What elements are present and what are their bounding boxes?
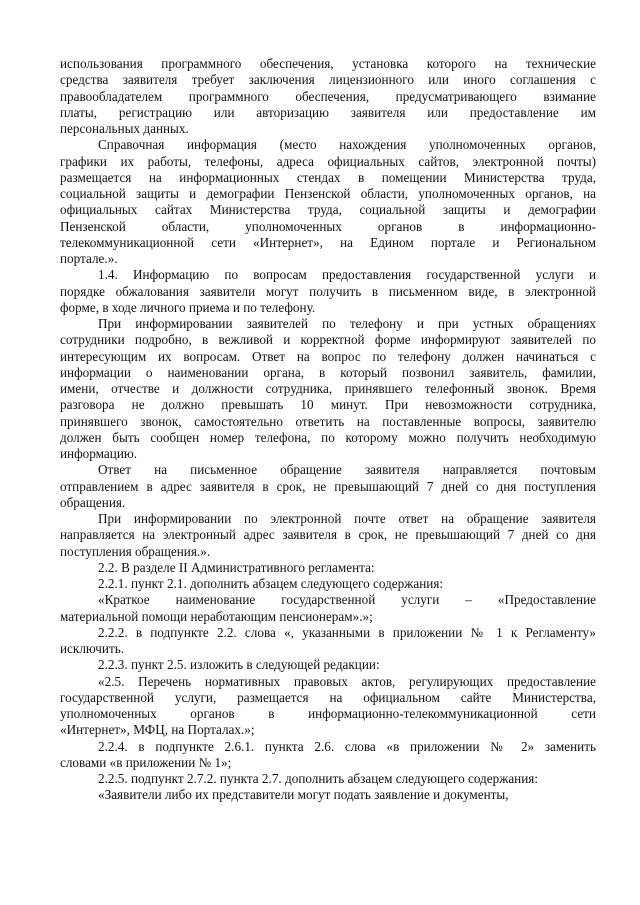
text-line: размещается на информационных стендах в помещении Министерства труда, — [60, 169, 596, 185]
text-line: платы, регистрацию или авторизацию заявителя или предоставление им — [60, 104, 596, 120]
text-line: должен быть сообщен номер телефона, по которому можно получить необходимую — [60, 429, 596, 445]
text-line: Справочная информация (место нахождения уполномоченных органов, — [98, 137, 596, 153]
text-line: поступления обращения.». — [60, 543, 211, 559]
text-line: интересующим их вопросам. Ответ на вопрос по телефону должен начинаться с — [60, 348, 596, 364]
paragraph — [60, 787, 596, 803]
text-line: 2.2.5. подпункт 2.7.2. пункта 2.7. дополнить абзацем следующего содержания: — [98, 771, 539, 786]
paragraph — [60, 511, 596, 560]
text-line: официальных сайтах Министерства труда, социальной защиты и демографии — [60, 202, 596, 218]
paragraph — [60, 657, 596, 673]
text-line: уполномоченных органов в информационно-телекоммуникационной сети — [60, 706, 596, 721]
text-line: 2.2.1. пункт 2.1. дополнить абзацем следующего содержания: — [98, 576, 444, 591]
text-line: материальной помощи неработающим пенсионерам».»; — [60, 608, 373, 624]
text-line: При информировании по электронной почте ответ на обращение заявителя — [98, 511, 596, 526]
text-line: «Заявители либо их представители могут подать заявление и документы, — [98, 787, 509, 803]
text-line: информацию. — [60, 446, 138, 461]
paragraph — [60, 739, 596, 772]
paragraph — [60, 137, 596, 267]
text-line: средства заявителя требует заключения лицензионного или иного соглашения с — [60, 72, 596, 88]
paragraph — [60, 462, 596, 511]
text-line: принявшего звонок, самостоятельно ответить на поставленные вопросы, заявителю — [60, 413, 596, 429]
text-line: 2.2. В разделе II Административного регламента: — [98, 559, 375, 575]
text-line: 2.2.2. в подпункте 2.2. слова «, указанными в приложении № 1 к Регламенту» — [98, 624, 596, 640]
text-line: графики их работы, телефоны, адреса официальных сайтов, электронной почты) — [60, 153, 596, 169]
paragraph — [60, 267, 596, 316]
paragraph — [60, 771, 596, 787]
paragraph — [60, 560, 596, 576]
text-line: При информировании заявителей по телефону и при устных обращениях — [98, 316, 596, 331]
paragraph — [60, 576, 596, 592]
text-line: портале.». — [60, 251, 118, 266]
text-line: социальной защиты и демографии Пензенской области, уполномоченных органов, на — [60, 186, 596, 201]
text-line: телекоммуникационной сети «Интернет», на Едином портале и Региональном — [60, 234, 596, 250]
text-line: «2.5. Перечень нормативных правовых актов, регулирующих предоставление — [98, 673, 596, 689]
paragraph — [60, 56, 596, 137]
text-line: 2.2.3. пункт 2.5. изложить в следующей редакции: — [98, 657, 380, 673]
text-line: направляется на электронный адрес заявителя в срок, не превышающий 7 дней со дня — [60, 527, 596, 543]
text-line: Пензенской области, уполномоченных органов в информационно- — [60, 218, 596, 234]
text-line: имени, отчестве и должности сотрудника, принявшего телефонный звонок. Время — [60, 381, 596, 396]
text-line: использования программного обеспечения, установка которого на технические — [60, 56, 596, 71]
text-line: обращения. — [60, 494, 126, 510]
text-line: государственной услуги, размещается на официальном сайте Министерства, — [60, 689, 596, 705]
text-line: порядке обжалования заявители могут получить в письменном виде, в электронной — [60, 283, 596, 299]
text-line: «Краткое наименование государственной услуги – «Предоставление — [98, 592, 596, 608]
text-line: Ответ на письменное обращение заявителя направляется почтовым — [98, 462, 596, 478]
paragraph — [60, 674, 596, 739]
text-line: 2.2.4. в подпункте 2.6.1. пункта 2.6. слова «в приложении № 2» заменить — [98, 738, 596, 754]
text-line: персональных данных. — [60, 121, 189, 136]
text-line: правообладателем программного обеспечения, предусматривающего взимание — [60, 88, 596, 104]
text-line: отправлением в адрес заявителя в срок, не превышающий 7 дней со дня поступления — [60, 478, 596, 494]
paragraph — [60, 592, 596, 625]
text-line: «Интернет», МФЦ, на Порталах.»; — [60, 722, 255, 738]
text-line: словами «в приложении № 1»; — [60, 754, 232, 770]
paragraph — [60, 316, 596, 462]
text-line: форме, в ходе личного приема и по телефону. — [60, 299, 316, 315]
text-line: сотрудники подробно, в вежливой и корректной форме информируют заявителей по — [60, 332, 596, 348]
text-line: разговора не должно превышать 10 минут. При невозможности сотрудника, — [60, 397, 596, 413]
document-page — [60, 56, 596, 804]
text-line: исключить. — [60, 641, 125, 656]
paragraph — [60, 625, 596, 658]
text-line: информации о наименовании органа, в который позвонил заявитель, фамилии, — [60, 364, 596, 380]
text-line: 1.4. Информацию по вопросам предоставления государственной услуги и — [98, 267, 596, 283]
